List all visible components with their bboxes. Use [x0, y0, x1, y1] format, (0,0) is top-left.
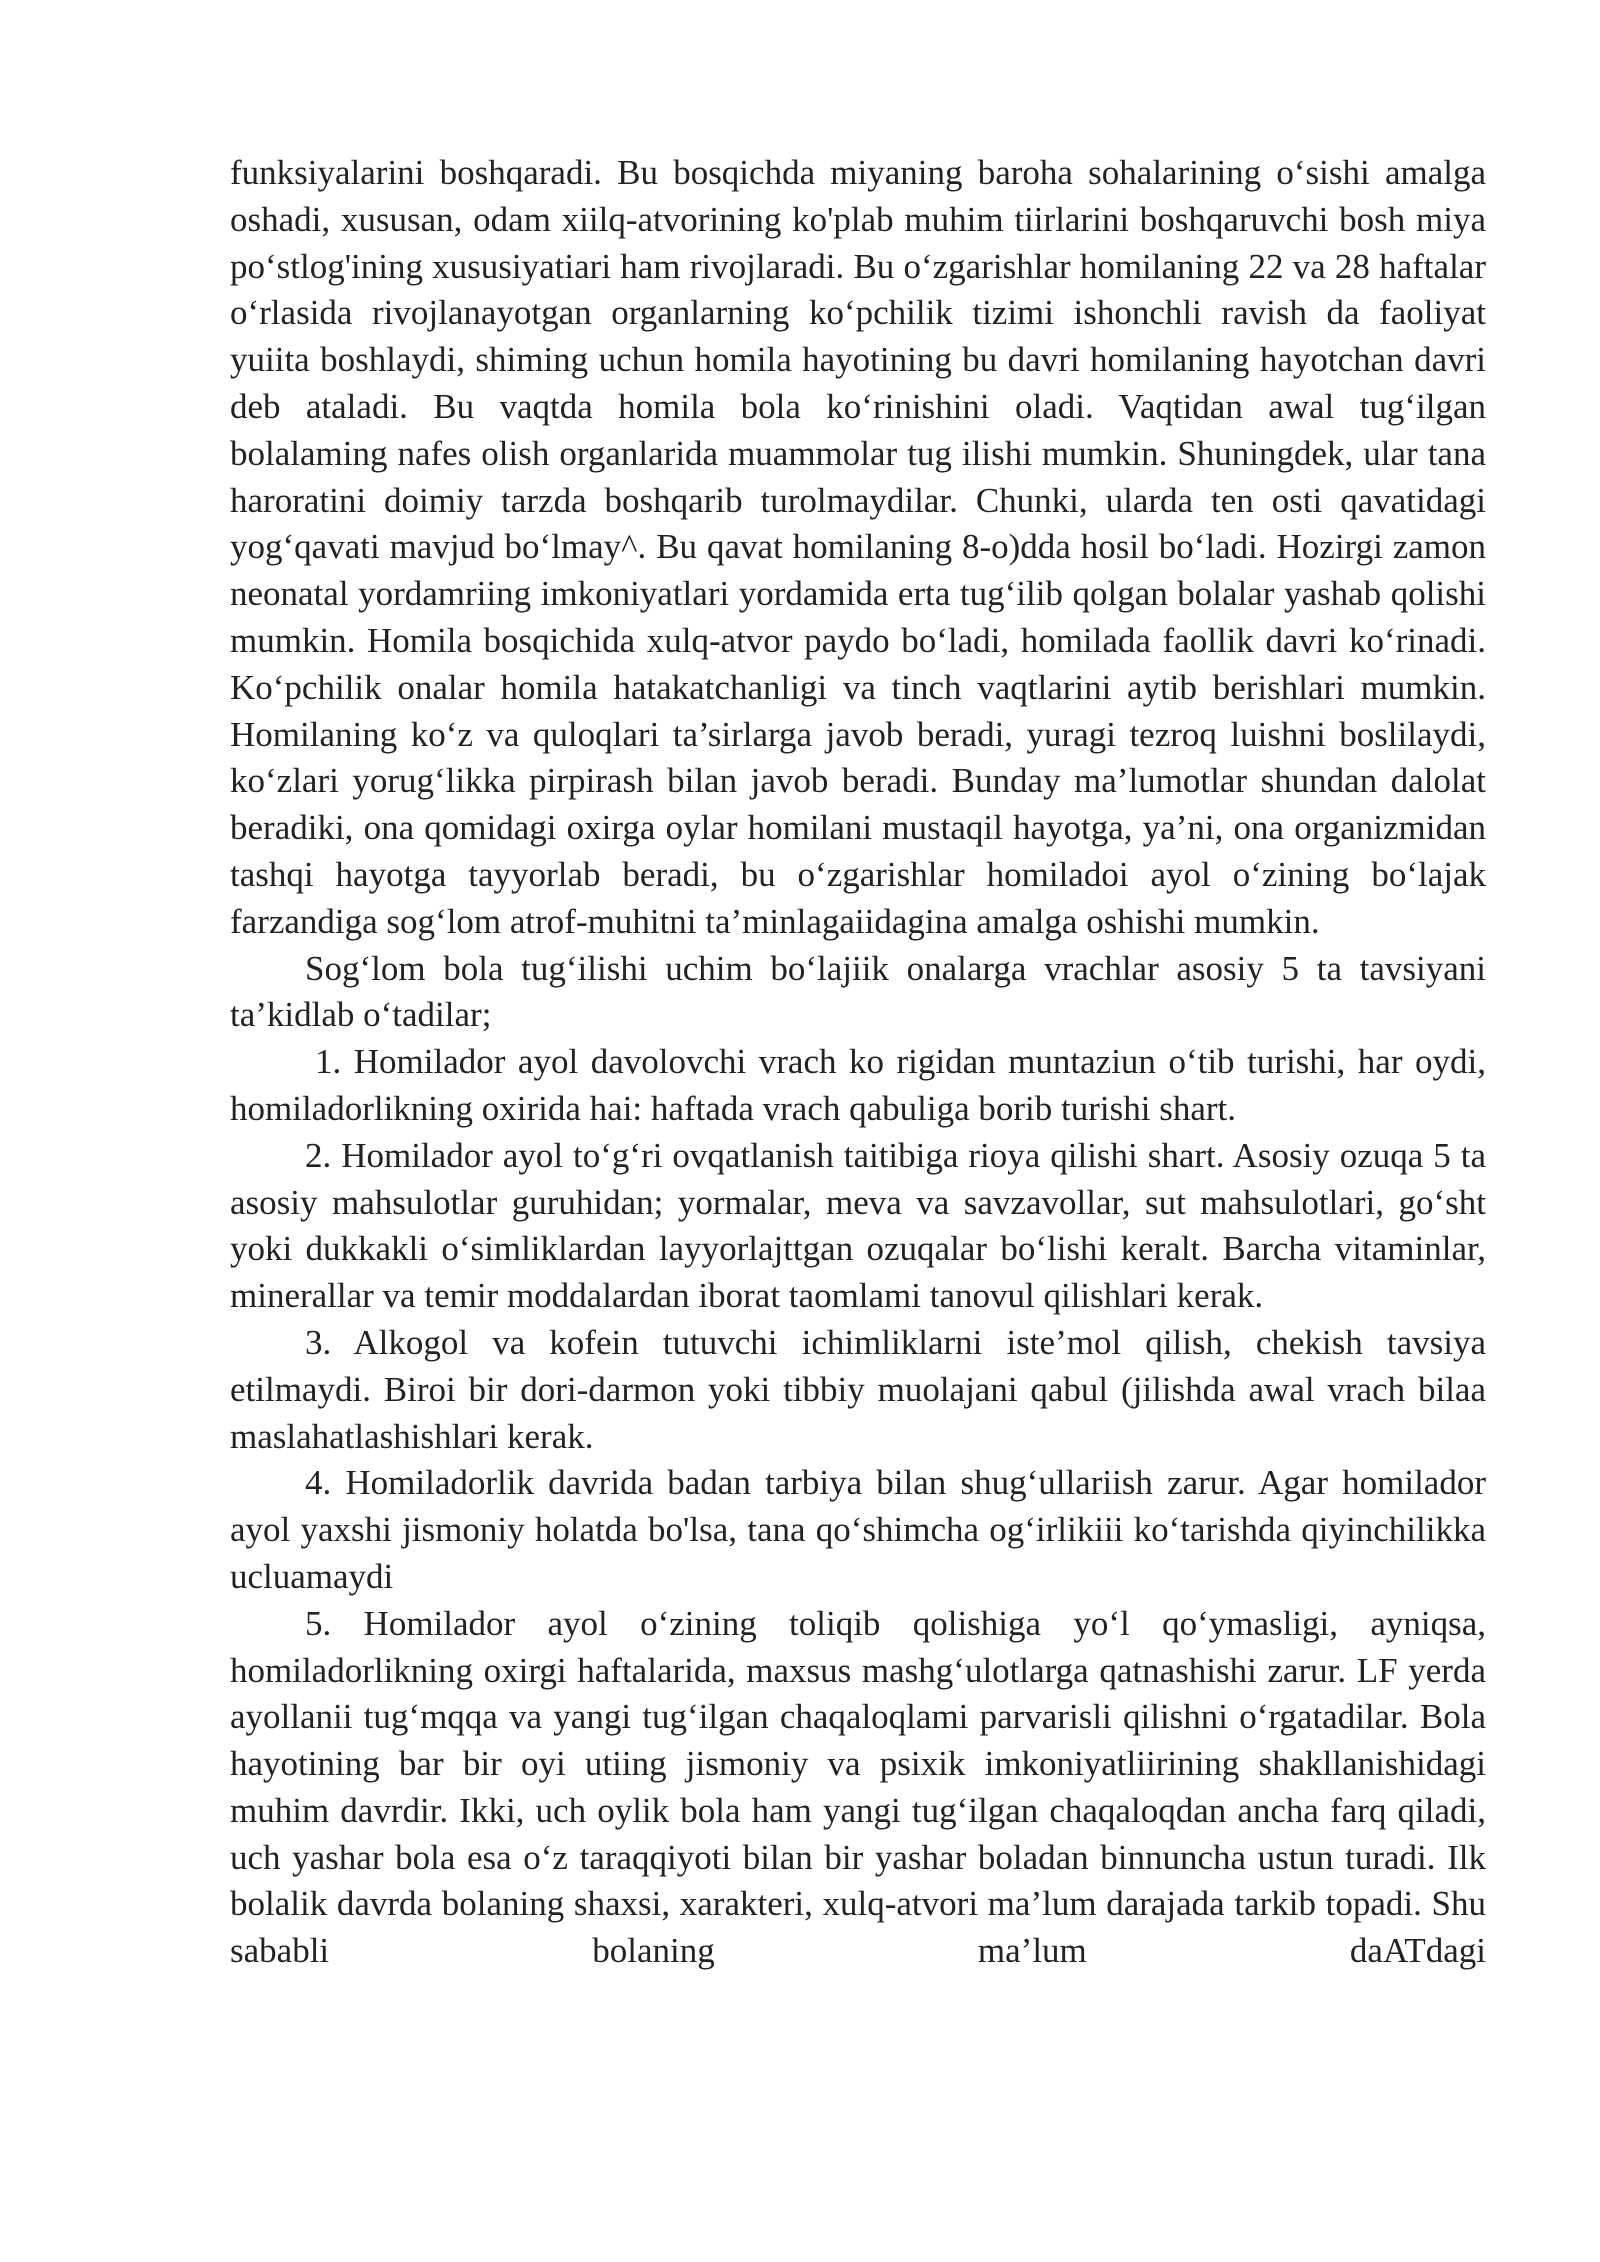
- list-item-4: 4. Homiladorlik davrida badan tarbiya bilan shug‘ullariish zarur. Agar homilador ayol yaxshi jismoniy holatda bo'lsa, tana qo‘shimcha og‘irlikiii ko‘tarishda qiyinchilikka ucluamaydi: [230, 1463, 1486, 1596]
- paragraph-homila-bosqichi: funksiyalarini boshqaradi. Bu bosqichda miyaning baroha sohalarining o‘sishi amalga oshadi, xususan, odam xiilq-atvorining ko'plab muhim tiirlarini boshqaruvchi bosh miya po‘stlog'ining xususiyatiari ham rivojlaradi. Bu o‘zgarishlar homilaning 22 va 28 haftalar o‘rlasida rivojlanayotgan organlarning ko‘pchilik tizimi ishonchli ravish da faoliyat yuiita boshlaydi, shiming uchun homila hayotining bu davri homilaning hayotchan davri deb ataladi. Bu vaqtda homila bola ko‘rinishini oladi. Vaqtidan awal tug‘ilgan bolalaming nafes olish organlarida muammolar tug ilishi mumkin. Shuningdek, ular tana haroratini doimiy tarzda boshqarib turolmaydilar. Chunki, ularda ten osti qavatidagi yog‘qavati mavjud bo‘lmay^. Bu qavat homilaning 8-o)dda hosil bo‘ladi. Hozirgi zamon neonatal yordamriing imkoniyatlari yordamida erta tug‘ilib qolgan bolalar yashab qolishi mumkin. Homila bosqichida xulq-atvor paydo bo‘ladi, homilada faollik davri ko‘rinadi. Ko‘pchilik onalar homila hatakatchanligi va tinch vaqtlarini aytib berishlari mumkin. Homilaning ko‘z va quloqlari ta’sirlarga javob beradi, yuragi tezroq luishni boslilaydi, ko‘zlari yorug‘likka pirpirash bilan javob beradi. Bunday ma’lumotlar shundan dalolat beradiki, ona qomidagi oxirga oylar homilani mustaqil hayotga, ya’ni, ona organizmidan tashqi hayotga tayyorlab beradi, bu o‘zgarishlar homiladoi ayol o‘zining bo‘lajak farzandiga sog‘lom atrof-muhitni ta’minlagaiidagina amalga oshishi mumkin.: [230, 153, 1486, 941]
- document-page: [230, 150, 1486, 1975]
- list-item-1: 1. Homilador ayol davolovchi vrach ko rigidan muntaziun o‘tib turishi, har oydi, homiladorlikning oxirida hai: haftada vrach qabuliga borib turishi shart.: [230, 1042, 1486, 1128]
- list-item-3: 3. Alkogol va kofein tutuvchi ichimliklarni iste’mol qilish, chekish tavsiya etilmaydi. Biroi bir dori-darmon yoki tibbiy muolajani qabul (jilishda awal vrach bilaa maslahatlashishlari kerak.: [230, 1322, 1486, 1456]
- list-item-5: 5. Homilador ayol o‘zining toliqib qolishiga yo‘l qo‘ymasligi, ayniqsa, homiladorlikning oxirgi haftalarida, maxsus mashg‘ulotlarga qatnashishi zarur. LF yerda ayollanii tug‘mqqa va yangi tug‘ilgan chaqaloqlami parvarisli qilishni o‘rgatadilar. Bola hayotining bar bir oyi utiing jismoniy va psixik imkoniyatliirining shakllanishidagi muhim davrdir. Ikki, uch oylik bola ham yangi tug‘ilgan chaqaloqdan ancha farq qiladi, uch yashar bola esa o‘z taraqqiyoti bilan bir yashar boladan binnuncha ustun turadi. Ilk bolalik davrda bolaning shaxsi, xarakteri, xulq-atvori ma’lum darajada tarkib topadi. Shu sababli bolaning ma’lum daATdagi: [230, 1603, 1486, 1971]
- paragraph-tavsiyalar-intro: Sog‘lom bola tug‘ilishi uchim bo‘lajiik onalarga vrachlar asosiy 5 ta tavsiyani ta’kidlab o‘tadilar;: [230, 948, 1486, 1035]
- list-item-2: 2. Homilador ayol to‘g‘ri ovqatlanish taitibiga rioya qilishi shart. Asosiy ozuqa 5 ta asosiy mahsulotlar guruhidan; yormalar, meva va savzavollar, sut mahsulotlari, go‘sht yoki dukkakli o‘simliklardan layyorlajttgan ozuqalar bo‘lishi keralt. Barcha vitaminlar, minerallar va temir moddalardan iborat taomlami tanovul qilishlari kerak.: [230, 1135, 1486, 1316]
